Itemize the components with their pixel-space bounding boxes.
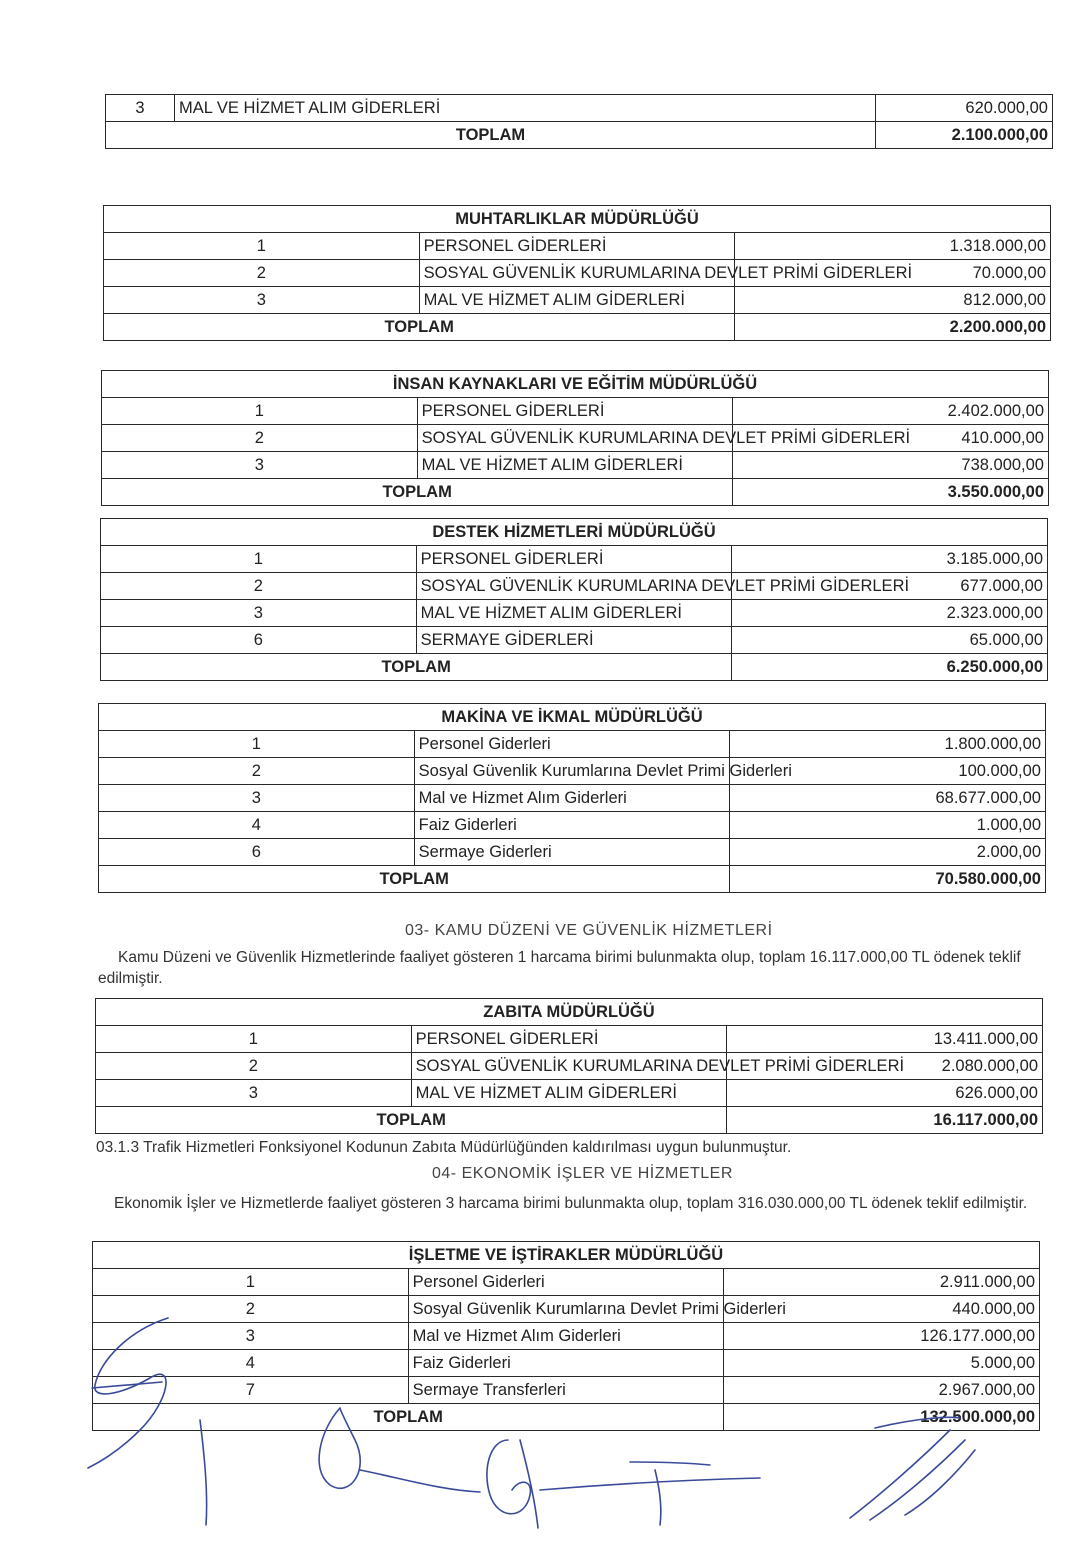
row-label: MAL VE HİZMET ALIM GİDERLERİ [411, 1080, 727, 1107]
row-number: 2 [93, 1296, 409, 1323]
row-amount: 620.000,00 [876, 95, 1053, 122]
table-title: İŞLETME VE İŞTİRAKLER MÜDÜRLÜĞÜ [93, 1242, 1040, 1269]
total-label: TOPLAM [99, 866, 730, 893]
section-paragraph-03: Kamu Düzeni ve Güvenlik Hizmetlerinde faaliyet gösteren 1 harcama birimi bulunmakta olup, toplam 16.117.000,00 TL ödenek teklif edilmiştir. [98, 949, 1021, 987]
row-label: Mal ve Hizmet Alım Giderleri [414, 785, 730, 812]
total-amount: 6.250.000,00 [732, 654, 1048, 681]
row-label: SOSYAL GÜVENLİK KURUMLARINA DEVLET PRİMİ GİDERLERİ [417, 425, 733, 452]
total-amount: 2.200.000,00 [735, 314, 1051, 341]
signature-stroke [88, 1318, 168, 1468]
row-number: 1 [99, 731, 415, 758]
total-amount: 16.117.000,00 [727, 1107, 1043, 1134]
signature-stroke [850, 1430, 950, 1518]
table-title: MAKİNA VE İKMAL MÜDÜRLÜĞÜ [99, 704, 1046, 731]
note-text: 03.1.3 Trafik Hizmetleri Fonksiyonel Kodunun Zabıta Müdürlüğünden kaldırılması uygun bulunmuştur. [96, 1139, 792, 1156]
row-number: 3 [101, 600, 417, 627]
row-number: 2 [104, 260, 420, 287]
row-number: 2 [102, 425, 418, 452]
row-number: 1 [102, 398, 418, 425]
row-amount: 100.000,00 [730, 758, 1046, 785]
total-amount: 132.500.000,00 [724, 1404, 1040, 1431]
signature-stroke [540, 1478, 760, 1490]
row-number: 2 [101, 573, 417, 600]
row-number: 1 [93, 1269, 409, 1296]
signature-stroke [92, 1382, 162, 1388]
row-amount: 1.318.000,00 [735, 233, 1051, 260]
row-label: Sosyal Güvenlik Kurumlarına Devlet Primi Giderleri [414, 758, 730, 785]
row-label: PERSONEL GİDERLERİ [416, 546, 732, 573]
row-label: Sermaye Giderleri [414, 839, 730, 866]
table-title: ZABITA MÜDÜRLÜĞÜ [96, 999, 1043, 1026]
row-amount: 5.000,00 [724, 1350, 1040, 1377]
row-label: SERMAYE GİDERLERİ [416, 627, 732, 654]
total-label: TOPLAM [102, 479, 733, 506]
row-amount: 126.177.000,00 [724, 1323, 1040, 1350]
total-label: TOPLAM [93, 1404, 724, 1431]
total-label: TOPLAM [104, 314, 735, 341]
row-number: 1 [104, 233, 420, 260]
row-number: 4 [99, 812, 415, 839]
row-label: PERSONEL GİDERLERİ [417, 398, 733, 425]
row-amount: 68.677.000,00 [730, 785, 1046, 812]
total-amount: 3.550.000,00 [733, 479, 1049, 506]
table-title: DESTEK HİZMETLERİ MÜDÜRLÜĞÜ [101, 519, 1048, 546]
signature-stroke [655, 1470, 661, 1525]
total-label: TOPLAM [106, 122, 876, 149]
row-amount: 440.000,00 [724, 1296, 1040, 1323]
row-label: MAL VE HİZMET ALIM GİDERLERİ [419, 287, 735, 314]
row-label: SOSYAL GÜVENLİK KURUMLARINA DEVLET PRİMİ GİDERLERİ [416, 573, 732, 600]
table-title: MUHTARLIKLAR MÜDÜRLÜĞÜ [104, 206, 1051, 233]
row-amount: 812.000,00 [735, 287, 1051, 314]
row-label: PERSONEL GİDERLERİ [419, 233, 735, 260]
row-amount: 410.000,00 [733, 425, 1049, 452]
signature-stroke [319, 1408, 360, 1488]
signature-stroke [487, 1440, 531, 1514]
row-label: Faiz Giderleri [414, 812, 730, 839]
row-number: 3 [96, 1080, 412, 1107]
signature-stroke [360, 1470, 480, 1492]
row-amount: 70.000,00 [735, 260, 1051, 287]
table-title: İNSAN KAYNAKLARI VE EĞİTİM MÜDÜRLÜĞÜ [102, 371, 1049, 398]
row-label: Sosyal Güvenlik Kurumlarına Devlet Primi Giderleri [408, 1296, 724, 1323]
total-label: TOPLAM [96, 1107, 727, 1134]
row-amount: 2.080.000,00 [727, 1053, 1043, 1080]
row-number: 4 [93, 1350, 409, 1377]
row-label: PERSONEL GİDERLERİ [411, 1026, 727, 1053]
row-amount: 626.000,00 [727, 1080, 1043, 1107]
row-number: 1 [96, 1026, 412, 1053]
row-amount: 1.800.000,00 [730, 731, 1046, 758]
total-amount: 2.100.000,00 [876, 122, 1053, 149]
section-heading-03: 03- KAMU DÜZENİ VE GÜVENLİK HİZMETLERİ [405, 922, 773, 939]
row-amount: 3.185.000,00 [732, 546, 1048, 573]
row-label: Faiz Giderleri [408, 1350, 724, 1377]
section-paragraph-04: Ekonomik İşler ve Hizmetlerde faaliyet gösteren 3 harcama birimi bulunmakta olup, toplam 316.030.000,00 TL ödenek teklif edilmiştir. [114, 1195, 1028, 1212]
row-amount: 2.967.000,00 [724, 1377, 1040, 1404]
row-number: 7 [93, 1377, 409, 1404]
total-amount: 70.580.000,00 [730, 866, 1046, 893]
row-number: 6 [101, 627, 417, 654]
row-label: Personel Giderleri [414, 731, 730, 758]
row-amount: 1.000,00 [730, 812, 1046, 839]
row-number: 3 [102, 452, 418, 479]
row-amount: 65.000,00 [732, 627, 1048, 654]
row-amount: 2.323.000,00 [732, 600, 1048, 627]
row-label: SOSYAL GÜVENLİK KURUMLARINA DEVLET PRİMİ GİDERLERİ [419, 260, 735, 287]
row-number: 3 [99, 785, 415, 812]
row-label: Personel Giderleri [408, 1269, 724, 1296]
row-number: 2 [96, 1053, 412, 1080]
row-amount: 738.000,00 [733, 452, 1049, 479]
row-label: Sermaye Transferleri [408, 1377, 724, 1404]
row-amount: 2.000,00 [730, 839, 1046, 866]
row-number: 3 [93, 1323, 409, 1350]
row-amount: 677.000,00 [732, 573, 1048, 600]
row-amount: 2.402.000,00 [733, 398, 1049, 425]
row-amount: 13.411.000,00 [727, 1026, 1043, 1053]
row-number: 1 [101, 546, 417, 573]
row-amount: 2.911.000,00 [724, 1269, 1040, 1296]
signature-stroke [200, 1420, 207, 1525]
signature-stroke [870, 1440, 965, 1520]
signature-stroke [905, 1450, 975, 1515]
row-number: 3 [106, 95, 175, 122]
row-label: Mal ve Hizmet Alım Giderleri [408, 1323, 724, 1350]
signature-stroke [630, 1462, 710, 1465]
row-number: 6 [99, 839, 415, 866]
row-label: MAL VE HİZMET ALIM GİDERLERİ [416, 600, 732, 627]
row-label: SOSYAL GÜVENLİK KURUMLARINA DEVLET PRİMİ GİDERLERİ [411, 1053, 727, 1080]
total-label: TOPLAM [101, 654, 732, 681]
section-heading-04: 04- EKONOMİK İŞLER VE HİZMETLER [432, 1165, 733, 1182]
row-number: 3 [104, 287, 420, 314]
row-label: MAL VE HİZMET ALIM GİDERLERİ [417, 452, 733, 479]
row-number: 2 [99, 758, 415, 785]
signature-stroke [875, 1417, 960, 1428]
row-label: MAL VE HİZMET ALIM GİDERLERİ [175, 95, 876, 122]
